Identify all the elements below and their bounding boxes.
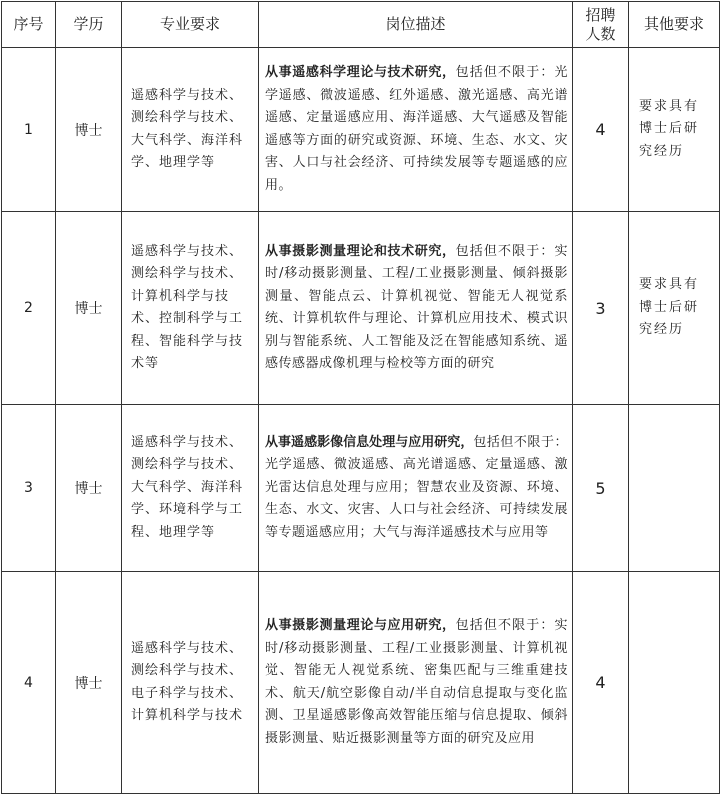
header-count-line1: 招聘	[585, 5, 616, 24]
table-row	[2, 572, 720, 794]
cell-other	[629, 572, 720, 794]
desc-body: 包括但不限于：实时/移动摄影测量、工程/工业摄影测量、计算机视觉、智能无人视觉系统、密集匹配与三维重建技术、航天/航空影像自动/半自动信息提取与变化监测、卫星遥感影像高效智能压缩与信息提取、倾斜摄影测量、贴近摄影测量等方面的研究及应用	[265, 618, 568, 746]
cell-major: 遥感科学与技术、测绘科学与技术、大气科学、海洋科学、地理学等	[122, 48, 259, 212]
cell-desc	[259, 405, 573, 572]
header-seq: 序号	[2, 2, 56, 48]
cell-count: 4	[573, 48, 629, 212]
header-major: 专业要求	[122, 2, 259, 48]
cell-other	[629, 405, 720, 572]
cell-desc	[259, 48, 573, 212]
desc-title: 从事摄影测量理论和技术研究，	[265, 243, 456, 259]
table-row	[2, 48, 720, 212]
cell-degree: 博士	[56, 572, 122, 794]
table-row	[2, 405, 720, 572]
cell-count: 3	[573, 212, 629, 405]
cell-degree: 博士	[56, 212, 122, 405]
cell-seq: 3	[2, 405, 56, 572]
recruitment-table	[1, 1, 720, 794]
cell-degree: 博士	[56, 405, 122, 572]
desc-title: 从事遥感科学理论与技术研究，	[265, 65, 456, 80]
header-degree: 学历	[56, 2, 122, 48]
header-count-line2: 人数	[585, 24, 616, 43]
cell-seq: 2	[2, 212, 56, 405]
cell-desc	[259, 212, 573, 405]
desc-title: 从事摄影测量理论与应用研究，	[265, 618, 456, 633]
cell-major: 遥感科学与技术、测绘科学与技术、大气科学、海洋科学、环境科学与工程、地理学等	[122, 405, 259, 572]
cell-major: 遥感科学与技术、测绘科学与技术、计算机科学与技术、控制科学与工程、智能科学与技术等	[122, 212, 259, 405]
header-row	[2, 2, 720, 48]
cell-count: 4	[573, 572, 629, 794]
header-count	[573, 2, 629, 48]
cell-desc	[259, 572, 573, 794]
cell-other: 要求具有博士后研究经历	[629, 48, 720, 212]
table-row	[2, 212, 720, 405]
desc-body: 包括但不限于：光学遥感、微波遥感、红外遥感、激光遥感、高光谱遥感、定量遥感应用、海洋遥感、大气遥感及智能遥感等方面的研究或资源、环境、生态、水文、灾害、人口与社会经济、可持续发展等专题遥感的应用。	[265, 65, 568, 193]
header-other: 其他要求	[629, 2, 720, 48]
cell-seq: 1	[2, 48, 56, 212]
cell-seq: 4	[2, 572, 56, 794]
cell-count: 5	[573, 405, 629, 572]
desc-body: 包括但不限于：光学遥感、微波遥感、高光谱遥感、定量遥感、激光雷达信息处理与应用；智慧农业及资源、环境、生态、水文、灾害、人口与社会经济、可持续发展等专题遥感应用；大气与海洋遥感技术与应用等	[265, 434, 568, 540]
cell-degree: 博士	[56, 48, 122, 212]
desc-body: 包括但不限于：实时/移动摄影测量、工程/工业摄影测量、倾斜摄影测量、智能点云、计算机视觉、智能无人视觉系统、计算机软件与理论、计算机应用技术、模式识别与智能系统、人工智能及泛在智能感知系统、遥感传感器成像机理与检校等方面的研究	[265, 243, 568, 371]
header-desc: 岗位描述	[259, 2, 573, 48]
cell-other: 要求具有博士后研究经历	[629, 212, 720, 405]
desc-title: 从事遥感影像信息处理与应用研究，	[265, 434, 474, 450]
cell-major: 遥感科学与技术、测绘科学与技术、电子科学与技术、计算机科学与技术	[122, 572, 259, 794]
